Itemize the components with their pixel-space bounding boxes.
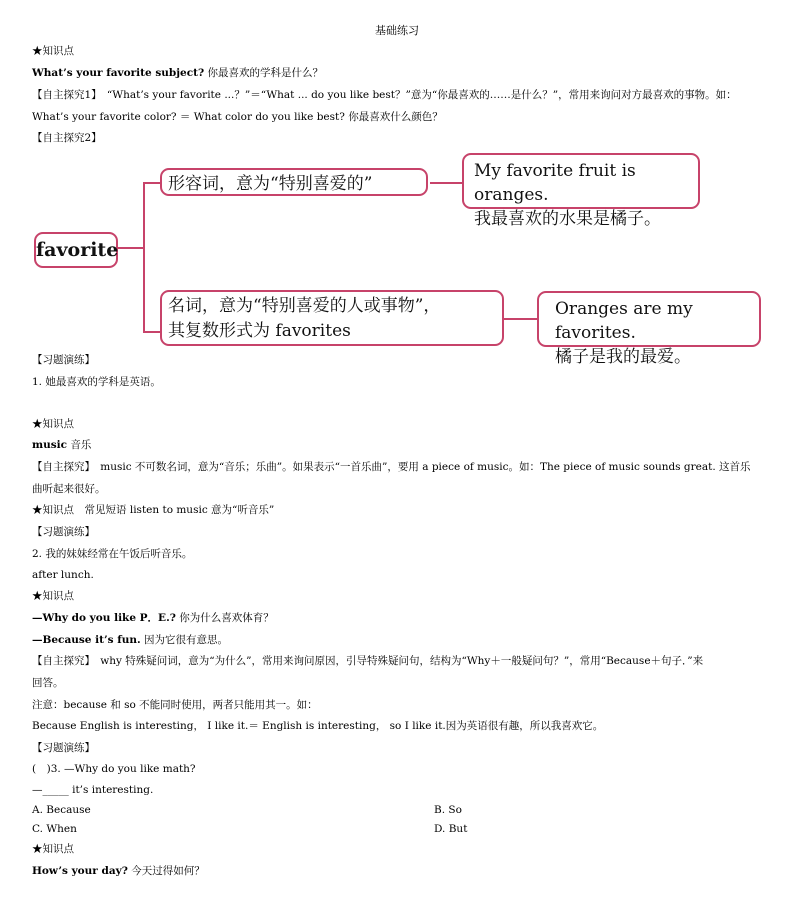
question-3-blank-line: —_____ it’s interesting. (32, 784, 154, 796)
key-sentence-cn: 你最喜欢的学科是什么？ (204, 67, 323, 79)
practice-heading: 【习题演练】 (32, 742, 95, 754)
knowledge-point-heading: ★知识点 (32, 45, 74, 57)
vocab-meaning: 音乐 (67, 439, 92, 451)
noun-node (160, 290, 504, 346)
connector (430, 182, 463, 184)
adjective-example-cn: 我最喜欢的水果是橘子。 (474, 209, 661, 229)
option-c[interactable]: C. When (32, 823, 77, 835)
noun-plural-form: 其复数形式为 favorites (168, 321, 351, 341)
option-d[interactable]: D. But (434, 823, 468, 835)
example-sentence: Because English is interesting， I like it.＝ English is interesting， so I like it.因为英语很有趣，所以我喜欢它。 (32, 720, 604, 732)
knowledge-point-phrase: ★知识点 常见短语 listen to music 意为“听音乐” (32, 504, 275, 516)
option-a[interactable]: A. Because (32, 804, 91, 816)
connector (114, 247, 144, 249)
practice-heading: 【习题演练】 (32, 526, 95, 538)
explore-2-heading: 【自主探究2】 (32, 132, 102, 144)
key-sentence-day-en: How’s your day? (32, 865, 128, 877)
explore-why-continued: 回答。 (32, 677, 64, 689)
dialogue-question-en: —Why do you like P．E.? (32, 612, 176, 624)
connector (143, 331, 160, 333)
connector (503, 318, 537, 320)
explore-music-continued: 曲听起来很好。 (32, 483, 106, 495)
note-text: 注意：because 和 so 不能同时使用，两者只能用其一。如： (32, 699, 318, 711)
question-2-answer-line: after lunch. (32, 569, 94, 581)
adjective-example-en: My favorite fruit is oranges. (474, 161, 636, 205)
key-sentence-day (32, 864, 205, 878)
dialogue-answer-en: —Because it’s fun. (32, 634, 141, 646)
explore-why-text: 【自主探究】 why 特殊疑问词，意为“为什么”，常用来询问原因，引导特殊疑问句，结构为“Why＋一般疑问句？”，常用“Because＋句子．”来 (32, 655, 704, 667)
page-title: 基础练习 (375, 24, 419, 37)
key-sentence-day-cn: 今天过得如何？ (127, 865, 205, 877)
key-sentence (32, 66, 323, 80)
key-sentence-en: What’s your favorite subject? (32, 67, 205, 79)
adjective-node: 形容词，意为“特别喜爱的” (160, 168, 428, 196)
vocab-music (32, 438, 91, 452)
knowledge-point-heading: ★知识点 (32, 418, 74, 430)
noun-example-en: Oranges are my favorites. (555, 299, 693, 343)
dialogue-question-cn: 你为什么喜欢体育？ (175, 612, 274, 624)
connector (143, 182, 160, 184)
question-3: ( )3. —Why do you like math? (32, 763, 196, 775)
practice-heading: 【习题演练】 (32, 354, 95, 366)
adjective-example-node (462, 153, 700, 229)
noun-example-node (537, 291, 761, 367)
question-2: 2. 我的妹妹经常在午饭后听音乐。 (32, 548, 193, 560)
dialogue-answer-cn: 因为它很有意思。 (140, 634, 228, 646)
option-b[interactable]: B. So (434, 804, 462, 816)
vocab-word: music (32, 439, 68, 451)
explore-1-text: 【自主探究1】 “What’s your favorite ...？”＝“What ... do you like best？”意为“你最喜欢的……是什么？”，常用来询问对方最喜欢的事物。如： (32, 89, 737, 101)
connector (143, 182, 145, 332)
center-node-favorite: favorite (34, 232, 118, 268)
explore-1-continued: What’s your favorite color? ＝ What color do you like best? 你最喜欢什么颜色？ (32, 111, 443, 123)
dialogue-question (32, 611, 274, 625)
knowledge-point-heading: ★知识点 (32, 590, 74, 602)
knowledge-point-heading: ★知识点 (32, 843, 74, 855)
noun-example-cn: 橘子是我的最爱。 (555, 347, 691, 367)
dialogue-answer (32, 633, 228, 647)
explore-music-text: 【自主探究】 music 不可数名词，意为“音乐；乐曲”。如果表示“一首乐曲”，要用 a piece of music。如：The piece of music sounds great. 这首乐 (32, 461, 751, 473)
question-1: 1. 她最喜欢的学科是英语。 (32, 376, 161, 388)
noun-definition: 名词，意为“特别喜爱的人或事物”， (168, 296, 441, 316)
